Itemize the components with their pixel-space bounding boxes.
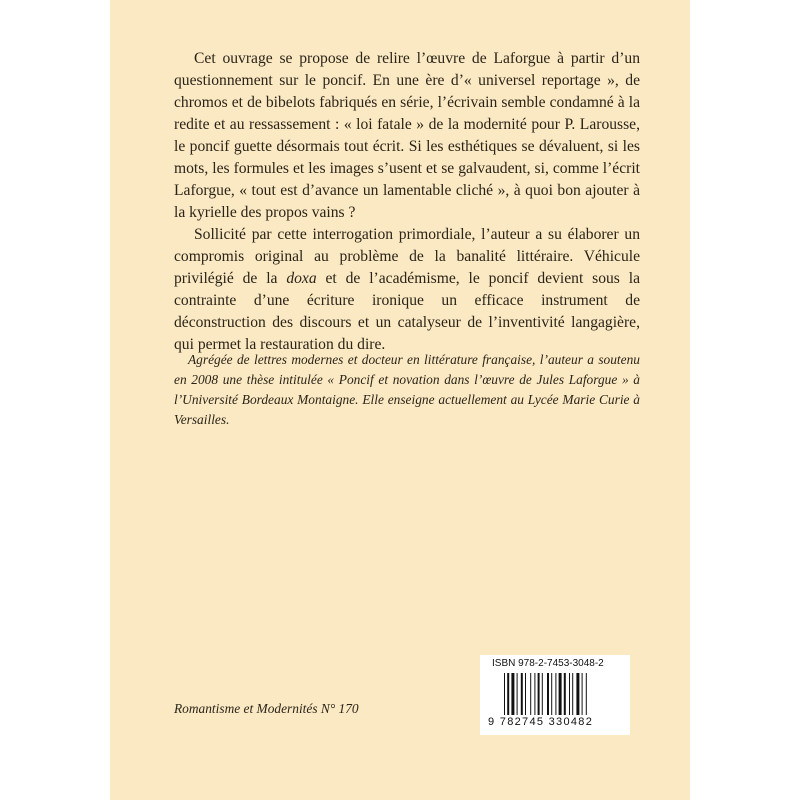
series-title: Romantisme et Modernités N° 170 [174, 701, 359, 716]
barcode-digits: 9 782745 330482 [488, 716, 594, 728]
blurb-paragraph-1: Cet ouvrage se propose de relire l’œuvre de Laforgue à partir d’un questionnement sur le poncif. En une ère d’« universel reportage », de chromos et de bibelots fabriqués en série, l’écrivain semble condamné à la redite et au ressassement : « loi fatale » de la modernité pour P. Larousse, le poncif guette désormais tout écrit. Si les esthétiques se dévaluent, si les mots, les formules et les images s’usent et se galvaudent, si, comme l’écrit Laforgue, « tout est d’avance un lamentable cliché », à quoi bon ajouter à la kyrielle des propos vains ? [174, 50, 640, 221]
isbn-label: ISBN 978-2-7453-3048-2 [492, 658, 604, 669]
back-cover [110, 0, 690, 800]
blurb-paragraph-2 [174, 224, 640, 356]
barcode-image [502, 673, 612, 717]
isbn-block [480, 655, 630, 735]
blurb-p2-end: et de l’académisme, le poncif devient sous la contrainte d’une écriture ironique un efficace instrument de déconstruction des discours et un catalyseur de l’inventivité langagière, qui permet la restauration du dire. [174, 270, 640, 353]
blurb-p2-start: Sollicité par cette interrogation primordiale, l’auteur a su élaborer un compromis original au problème de la banalité littéraire. Véhicule privilégié de la [174, 226, 640, 287]
blurb [174, 48, 640, 356]
blurb-p2-italic: doxa [286, 270, 317, 287]
author-bio: Agrégée de lettres modernes et docteur en littérature française, l’auteur a soutenu en 2008 une thèse intitulée « Poncif et novation dans l’œuvre de Jules Laforgue » à l’Université Bordeaux Montaigne. Elle enseigne actuellement au Lycée Marie Curie à Versailles. [174, 352, 640, 427]
